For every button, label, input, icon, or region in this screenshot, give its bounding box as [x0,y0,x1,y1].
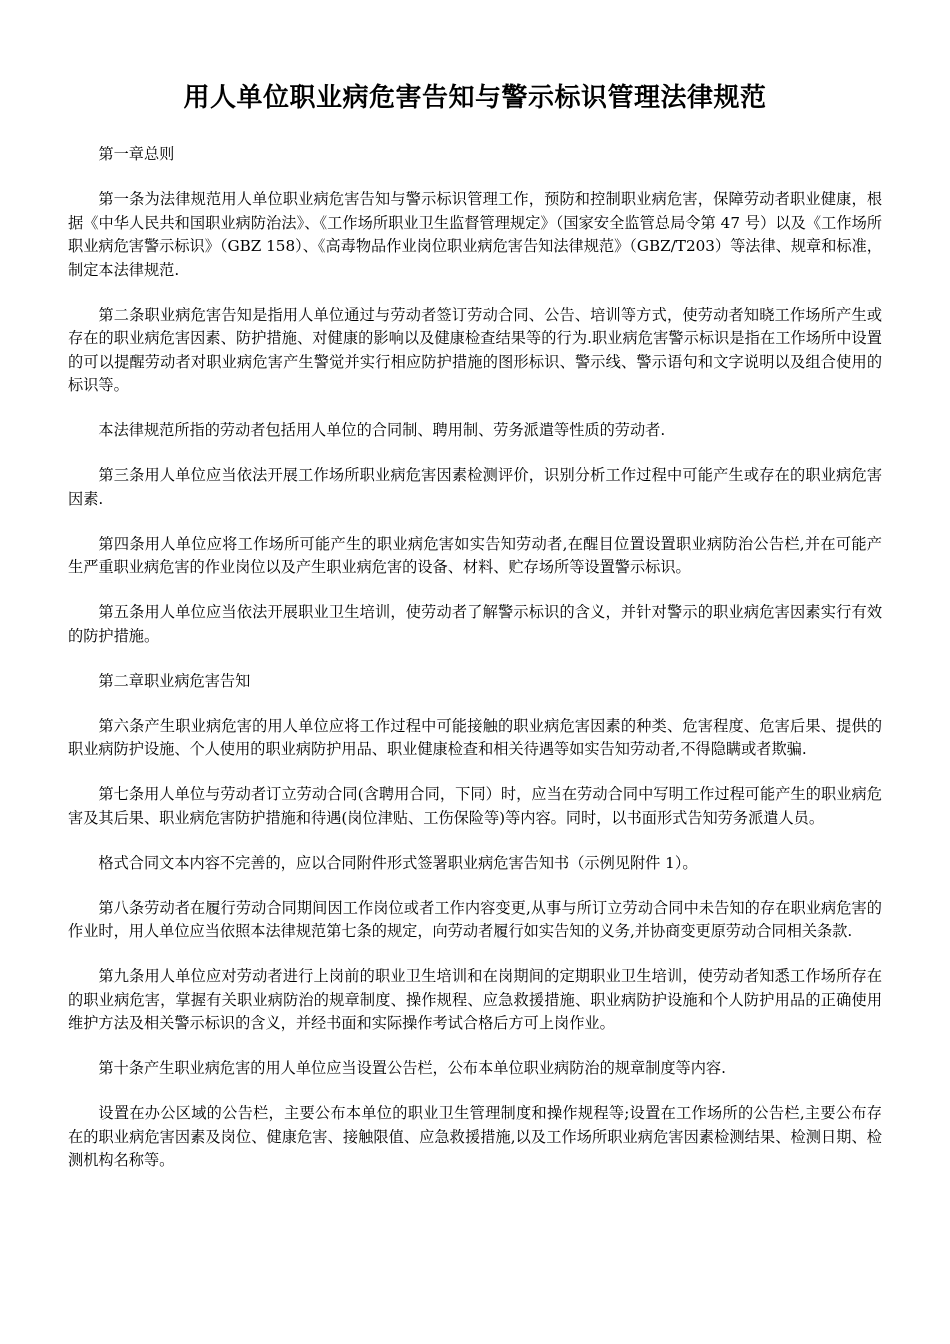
chapter-heading: 第二章职业病危害告知 [98,671,251,690]
paragraph: 第七条用人单位与劳动者订立劳动合同(含聘用合同，下同）时，应当在劳动合同中写明工作过程可能产生的职业病危害及其后果、职业病危害防护措施和待遇(岗位津贴、工伤保险等)等内容。同时，以书面形式告知劳务派遣人员。 [68,785,882,827]
paragraph: 第三条用人单位应当依法开展工作场所职业病危害因素检测评价，识别分析工作过程中可能产生或存在的职业病危害因素. [68,466,882,508]
paragraph: 第五条用人单位应当依法开展职业卫生培训，使劳动者了解警示标识的含义，并针对警示的职业病危害因素实行有效的防护措施。 [68,603,882,645]
paragraph: 第一条为法律规范用人单位职业病危害告知与警示标识管理工作，预防和控制职业病危害，保障劳动者职业健康，根据《中华人民共和国职业病防治法》、《工作场所职业卫生监督管理规定》（国家安全监管总局令第 47 号）以及《工作场所职业病危害警示标识》（GBZ 158）、《高毒物品作业岗位职业病危害告知法律规范》（GBZ/T203）等法律、规章和标准，制定本法律规范. [68,190,882,279]
paragraph: 第六条产生职业病危害的用人单位应将工作过程中可能接触的职业病危害因素的种类、危害程度、危害后果、提供的职业病防护设施、个人使用的职业病防护用品、职业健康检查和相关待遇等如实告知劳动者,不得隐瞒或者欺骗. [68,716,882,758]
paragraph: 第十条产生职业病危害的用人单位应当设置公告栏，公布本单位职业病防治的规章制度等内容. [98,1059,726,1077]
paragraph: 设置在办公区域的公告栏，主要公布本单位的职业卫生管理制度和操作规程等;设置在工作场所的公告栏,主要公布存在的职业病危害因素及岗位、健康危害、接触限值、应急救援措施,以及工作场所职业病危害因素检测结果、检测日期、检测机构名称等。 [68,1104,882,1169]
paragraph: 格式合同文本内容不完善的，应以合同附件形式签署职业病危害告知书（示例见附件 1）。 [98,853,698,872]
paragraph: 第二条职业病危害告知是指用人单位通过与劳动者签订劳动合同、公告、培训等方式，使劳动者知晓工作场所产生或存在的职业病危害因素、防护措施、对健康的影响以及健康检查结果等的行为.职业病危害警示标识是指在工作场所中设置的可以提醒劳动者对职业病危害产生警觉并实行相应防护措施的图形标识、警示线、警示语句和文字说明以及组合使用的标识等。 [68,305,882,394]
document-title: 用人单位职业病危害告知与警示标识管理法律规范 [183,83,767,113]
paragraph: 第八条劳动者在履行劳动合同期间因工作岗位或者工作内容变更,从事与所订立劳动合同中未告知的存在职业病危害的作业时，用人单位应当依照本法律规范第七条的规定，向劳动者履行如实告知的义务,并协商变更原劳动合同相关条款. [68,898,882,940]
paragraph: 本法律规范所指的劳动者包括用人单位的合同制、聘用制、劳务派遣等性质的劳动者. [98,421,666,439]
paragraph: 第四条用人单位应将工作场所可能产生的职业病危害如实告知劳动者,在醒目位置设置职业病防治公告栏,并在可能产生严重职业病危害的作业岗位以及产生职业病危害的设备、材料、贮存场所等设置警示标识。 [68,534,882,576]
document-page [68,78,882,1194]
chapter-heading: 第一章总则 [98,145,175,163]
paragraph: 第九条用人单位应对劳动者进行上岗前的职业卫生培训和在岗期间的定期职业卫生培训，使劳动者知悉工作场所存在的职业病危害，掌握有关职业病防治的规章制度、操作规程、应急救援措施、职业病防护设施和个人防护用品的正确使用维护方法及相关警示标识的含义，并经书面和实际操作考试合格后方可上岗作业。 [68,967,882,1032]
